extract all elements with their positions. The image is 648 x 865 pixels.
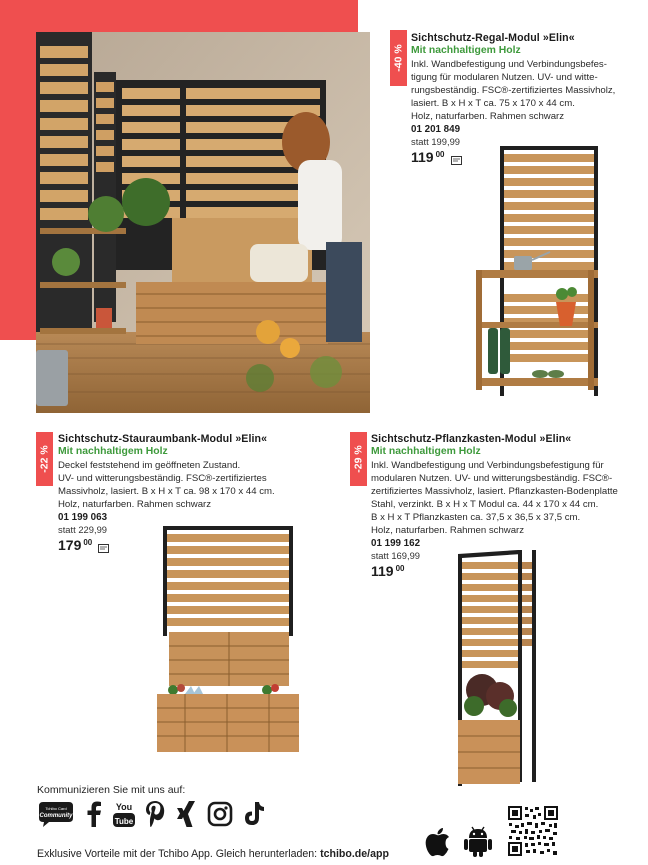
cart-icon[interactable] [451,152,462,168]
article-number: 01 201 849 [411,124,461,135]
product-title: Sichtschutz-Pflanzkasten-Modul »Elin« [371,433,572,445]
product-title: Sichtschutz-Stauraumbank-Modul »Elin« [58,433,268,445]
discount-badge: -22 % [36,432,53,486]
community-icon[interactable] [37,800,75,828]
was-price: statt 229,99 [58,524,107,535]
android-icon[interactable] [463,826,493,863]
tiktok-icon[interactable] [243,801,265,827]
price: 179 00 [58,537,318,556]
social-label: Kommunizieren Sie mit uns auf: [37,784,186,796]
product-subtitle: Mit nachhaltigem Holz [411,45,521,56]
price: 119 00 [371,563,405,579]
footer-text: Exklusive Vorteile mit der Tchibo App. Gleich herunterladen: tchibo.de/app [37,848,389,860]
discount-badge: -29 % [350,432,367,486]
product-title: Sichtschutz-Regal-Modul »Elin« [411,32,575,44]
article-number: 01 199 162 [371,538,421,549]
price: 119 00 [411,149,641,168]
product-subtitle: Mit nachhaltigem Holz [58,446,168,457]
svg-text:Tchibo Card: Tchibo Card [45,806,67,811]
was-price: statt 169,99 [371,550,420,561]
article-number: 01 199 063 [58,512,108,523]
svg-text:Community: Community [39,813,73,819]
was-price: statt 199,99 [411,136,460,147]
product-image-stauraumbank [155,524,303,756]
qr-code[interactable] [507,805,559,857]
instagram-icon[interactable] [207,801,233,827]
social-icons-row [37,800,265,828]
discount-badge: -40 % [390,30,407,86]
product-description: Deckel feststehend im geöffneten Zustand. UV- und witterungsbeständig. FSC®-zertifiziertes Massivholz, lasiert. B x H x T ca. 98 x 170 x 44 cm. Holz, naturfarben. Rahmen schwarz [58,460,275,510]
store-icons [425,826,493,863]
lifestyle-photo [36,32,370,413]
product-subtitle: Mit nachhaltigem Holz [371,446,481,457]
app-link[interactable]: tchibo.de/app [320,848,389,860]
product-image-pflanzkasten [452,550,538,790]
youtube-icon[interactable] [113,800,135,828]
cart-icon[interactable] [98,540,109,556]
product-image-regal [470,142,605,402]
product-description: Inkl. Wandbefestigung und Verbindungsbefes- tigung für modularen Nutzen. UV- und witte- rungsbeständig. FSC®-zertifiziertes Massivholz, lasiert. B x H x T ca. 75 x 170 x 44 cm. Holz, naturfarben. Rahmen schwarz [411,59,616,122]
svg-text:You: You [115,802,133,812]
product-description: Inkl. Wandbefestigung und Verbindungsbefestigung für modularen Nutzen. UV- und witterungsbeständig. FSC®- zertifiziertes Massivholz, lasiert. Pflanzkasten-Bodenplatte Stahl, verzinkt. B x H x T Modul ca. 44 x 170 x 44 cm. B x H x T Pflanzkasten ca. 37,5 x 36,5 x 37,5 cm. Holz, naturfarben. Rahmen schwarz [371,460,618,536]
apple-icon[interactable] [425,827,451,862]
xing-icon[interactable] [175,800,197,828]
facebook-icon[interactable] [85,801,103,827]
pinterest-icon[interactable] [145,800,165,828]
svg-text:Tube: Tube [114,817,134,826]
